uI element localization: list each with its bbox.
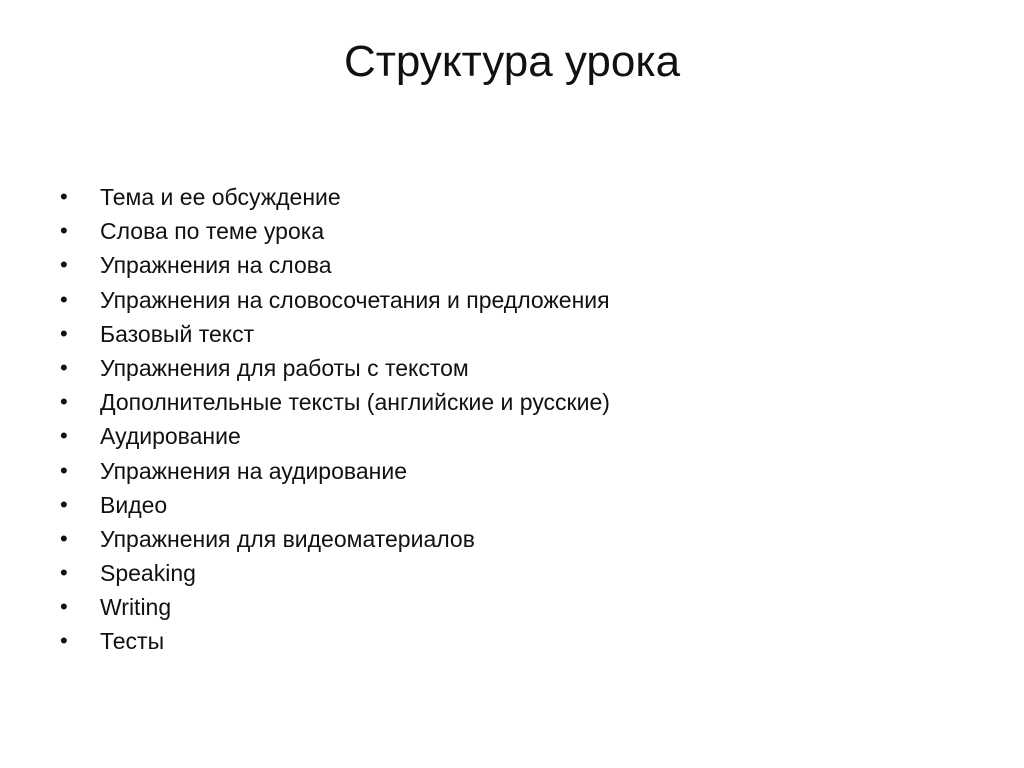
list-item-text: Упражнения для видеоматериалов [100, 525, 475, 552]
list-item-text: Слова по теме урока [100, 218, 325, 245]
bullet-icon: • [60, 184, 68, 209]
bullet-icon: • [60, 320, 68, 346]
bullet-icon: • [60, 354, 68, 380]
list-item-text: Speaking [100, 560, 196, 587]
bullet-icon: • [60, 423, 68, 449]
list-item-text: Дополнительные тексты (английские и русские) [100, 389, 610, 416]
list-item-text: Тема и ее обсуждение [100, 184, 341, 210]
list-item-text: Тесты [100, 628, 165, 655]
list-item-text: Базовый текст [100, 320, 255, 347]
bullet-icon: • [60, 457, 68, 483]
bullet-icon: • [60, 628, 68, 654]
bullet-icon: • [60, 389, 68, 415]
list-item-text: Упражнения на словосочетания и предложения [100, 286, 610, 313]
list-item-text: Writing [100, 594, 172, 621]
bullet-icon: • [60, 560, 68, 586]
list-item-text: Аудирование [100, 423, 241, 450]
list-item-text: Упражнения для работы с текстом [100, 354, 469, 381]
slide-title: Структура урока [343, 37, 681, 86]
bullet-icon: • [60, 491, 68, 517]
list-item-text: Упражнения на аудирование [100, 457, 407, 484]
list-item-text: Видео [100, 491, 168, 518]
bullet-icon: • [60, 594, 68, 620]
bullet-icon: • [60, 286, 68, 312]
bullet-icon: • [60, 525, 68, 551]
bullet-icon: • [60, 252, 68, 278]
bullet-icon: • [60, 218, 68, 244]
list-item-text: Упражнения на слова [100, 252, 332, 279]
